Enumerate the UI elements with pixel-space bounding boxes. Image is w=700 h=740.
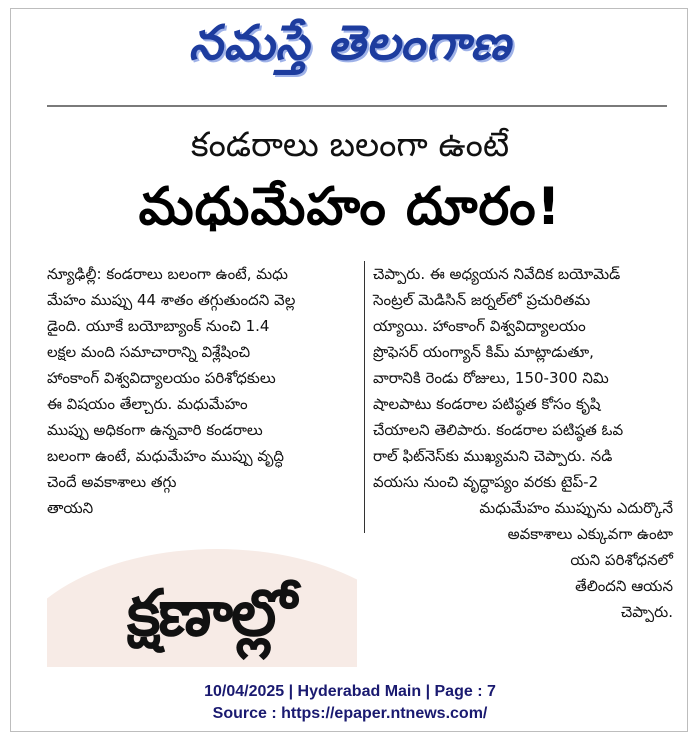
article-column-left (47, 261, 357, 521)
article-line: చెందే అవకాశాలు తగ్గు (47, 473, 177, 491)
article-line: చెప్పారు. ఈ అధ్యయన నివేదిక బయోమెడ్ (373, 265, 621, 283)
article-line: అవకాశాలు ఎక్కువగా ఉంటా (507, 525, 673, 543)
article-kicker: కండరాలు బలంగా ఉంటే (190, 125, 510, 165)
edition-info: 10/04/2025 | Hyderabad Main | Page : 7 (204, 683, 496, 700)
article-line: తాయని (47, 499, 94, 517)
article-line: య్యాయి. హాంకాంగ్ విశ్వవిద్యాలయం (373, 317, 586, 335)
article-line: హాంకాంగ్ విశ్వవిద్యాలయం పరిశోధకులు (47, 369, 276, 387)
article-line: ముప్పు అధికంగా ఉన్నవారి కండరాలు (47, 421, 263, 439)
ad-headline: క్షణాల్లో (127, 577, 295, 651)
article-line: ఈ విషయం తేల్చారు. మధుమేహం (47, 395, 248, 413)
article-line: బలంగా ఉంటే, మధుమేహం ముప్పు వృద్ధి (47, 447, 284, 465)
column-divider (364, 261, 365, 533)
article-line: ప్రొఫెసర్ యంగ్యాన్ కిమ్ మాట్లాడుతూ, (373, 343, 594, 361)
article-line: చెప్పారు. (620, 603, 673, 621)
newspaper-logo: నమస్తే తెలంగాణ (188, 15, 512, 71)
article-line: షాలపాటు కండరాల పటిష్ఠత కోసం కృషి (373, 395, 601, 413)
clipping-frame (10, 8, 688, 732)
article-line: సెంట్రల్ మెడిసిన్ జర్నల్‌లో ప్రచురితమ (373, 291, 591, 309)
article-line: లక్షల మంది సమాచారాన్ని విశ్లేషించి (47, 343, 251, 361)
source-link[interactable]: Source : https://epaper.ntnews.com/ (212, 705, 488, 722)
advertisement (47, 549, 357, 667)
article-line: మధుమేహం ముప్పును ఎదుర్కొనే (479, 499, 673, 517)
source-footer (11, 681, 689, 725)
masthead (11, 9, 689, 107)
article-line: న్యూఢిల్లీ: కండరాలు బలంగా ఉంటే, మధు (47, 265, 288, 283)
article-line: మేహం ముప్పు 44 శాతం తగ్గుతుందని వెల్ల (47, 291, 296, 309)
article-line: తేలిందని ఆయన (575, 577, 673, 595)
article-headline: మధుమేహం దూరం! (138, 177, 562, 237)
article-line: రాల్ ఫిట్‌నెస్‌కు ముఖ్యమని చెప్పారు. నడి (373, 447, 613, 465)
article-line: యని పరిశోధనలో (570, 551, 673, 569)
article-line: వారానికి రెండు రోజులు, 150-300 నిమి (373, 369, 609, 387)
article-line: చేయాలని తెలిపారు. కండరాల పటిష్ఠత ఓవ (373, 421, 624, 439)
article-line: డైంది. యూకే బయోబ్యాంక్ నుంచి 1.4 (47, 317, 270, 335)
article-line: వయసు నుంచి వృద్ధాప్యం వరకు టైప్-2 (373, 473, 599, 491)
article-column-right (373, 261, 673, 625)
masthead-rule (47, 105, 667, 107)
